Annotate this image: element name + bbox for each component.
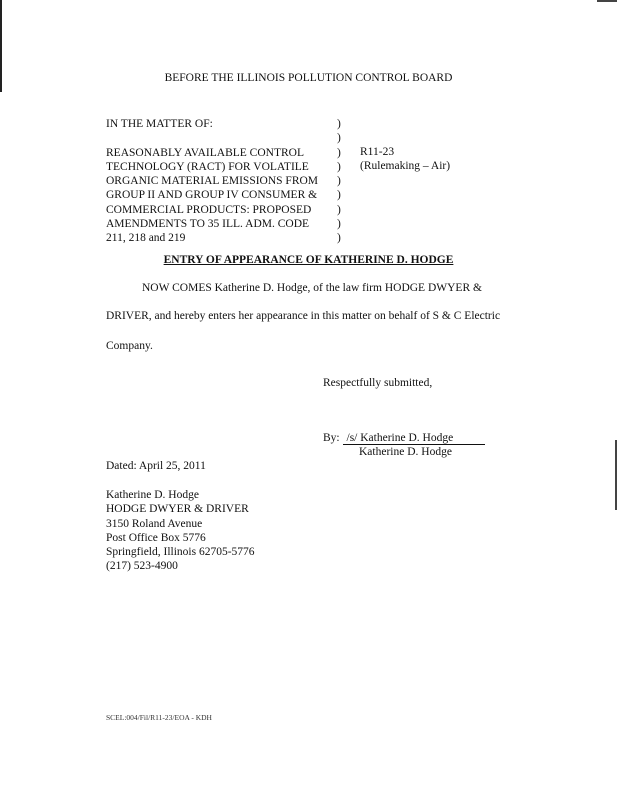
caption-paren: ) [337, 146, 341, 159]
case-caption [106, 117, 318, 246]
entry-title: ENTRY OF APPEARANCE OF KATHERINE D. HODGE [163, 254, 454, 266]
address-line: Post Office Box 5776 [106, 531, 206, 544]
caption-paren: ) [337, 160, 341, 173]
caption-line: TECHNOLOGY (RACT) FOR VOLATILE [106, 160, 309, 173]
docket-type: (Rulemaking – Air) [360, 160, 451, 173]
caption-paren: ) [337, 175, 341, 188]
caption-line: IN THE MATTER OF: [106, 118, 213, 130]
address-line: HODGE DWYER & DRIVER [106, 503, 249, 516]
caption-line: AMENDMENTS TO 35 ILL. ADM. CODE [106, 218, 310, 231]
address-block [106, 488, 255, 574]
body-line-1: NOW COMES Katherine D. Hodge, of the law firm HODGE DWYER & [142, 282, 482, 294]
signer-name: Katherine D. Hodge [359, 446, 452, 458]
signature-text: /s/ Katherine D. Hodge [346, 432, 454, 444]
caption-paren: ) [337, 218, 341, 231]
body-line-2: DRIVER, and hereby enters her appearance in this matter on behalf of S & C Electric [106, 310, 501, 322]
docket-info [360, 145, 450, 174]
board-heading: BEFORE THE ILLINOIS POLLUTION CONTROL BOARD [164, 72, 453, 84]
caption-line [106, 131, 318, 145]
address-line: (217) 523-4900 [106, 560, 178, 573]
caption-line: GROUP II AND GROUP IV CONSUMER & [106, 189, 318, 202]
caption-line: REASONABLY AVAILABLE CONTROL [106, 146, 304, 159]
caption-line: COMMERCIAL PRODUCTS: PROPOSED [106, 203, 312, 216]
caption-parentheses [337, 117, 341, 246]
caption-paren: ) [337, 189, 341, 202]
caption-paren: ) [337, 232, 341, 245]
caption-paren: ) [337, 203, 341, 216]
footer-code: SCEL:004/Fil/R11-23/EOA - KDH [106, 713, 212, 722]
docket-number: R11-23 [360, 146, 395, 158]
caption-line: 211, 218 and 219 [106, 232, 186, 245]
signature-line [343, 432, 485, 445]
caption-line: ORGANIC MATERIAL EMISSIONS FROM [106, 175, 319, 188]
dated: Dated: April 25, 2011 [106, 460, 206, 472]
address-line: Katherine D. Hodge [106, 489, 199, 501]
caption-paren: ) [337, 132, 341, 145]
closing: Respectfully submitted, [323, 377, 433, 389]
scan-edge-top [597, 0, 617, 2]
signature-row [323, 432, 485, 445]
by-label: By: [323, 432, 340, 444]
body-line-3: Company. [106, 340, 153, 352]
address-line: Springfield, Illinois 62705-5776 [106, 546, 255, 559]
caption-paren: ) [337, 118, 341, 130]
address-line: 3150 Roland Avenue [106, 517, 203, 530]
